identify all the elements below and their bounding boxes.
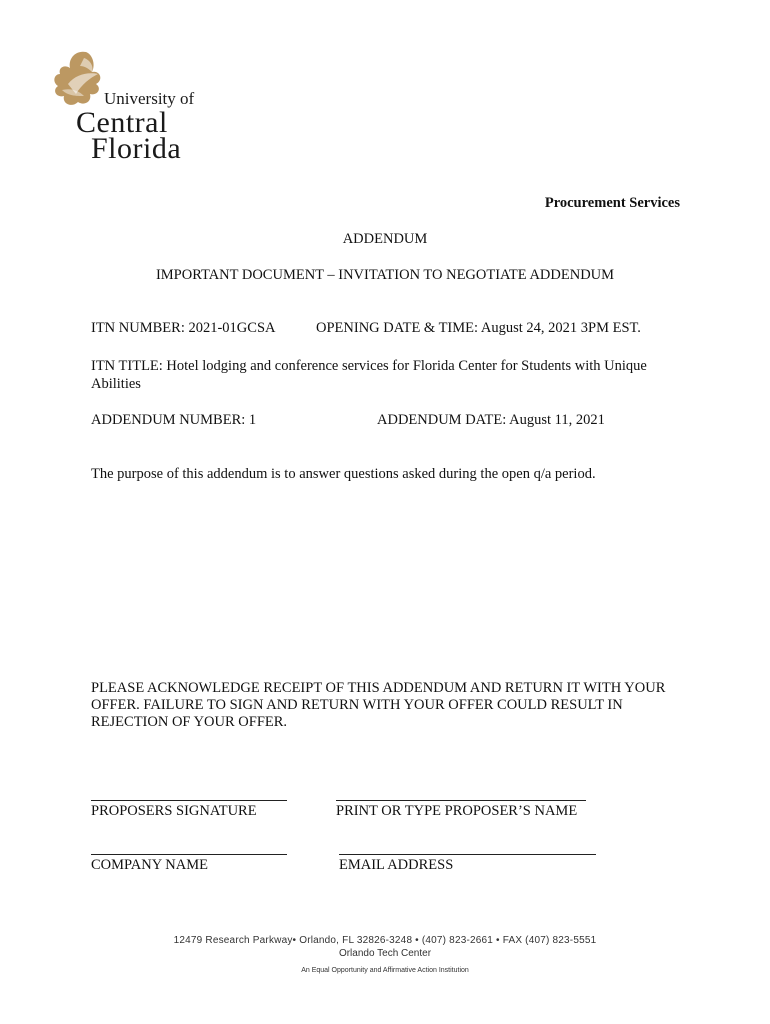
company-line[interactable] — [91, 854, 287, 855]
document-heading: ADDENDUM — [342, 231, 428, 247]
purpose-statement: The purpose of this addendum is to answer questions asked during the open q/a period. — [91, 466, 596, 482]
email-line[interactable] — [339, 854, 596, 855]
department-name: Procurement Services — [544, 195, 680, 211]
addendum-date: ADDENDUM DATE: August 11, 2021 — [377, 412, 605, 428]
signature-line[interactable] — [91, 800, 287, 801]
logo-line-3: Florida — [91, 132, 182, 165]
print-name-line[interactable] — [336, 800, 586, 801]
email-label: EMAIL ADDRESS — [339, 857, 454, 873]
acknowledgement-notice: PLEASE ACKNOWLEDGE RECEIPT OF THIS ADDENDUM AND RETURN IT WITH YOUR OFFER. FAILURE TO SIGN AND RETURN WITH YOUR OFFER COULD RESULT IN REJECTION OF YOUR OFFER. — [91, 680, 666, 730]
itn-number: ITN NUMBER: 2021-01GCSA — [91, 320, 276, 336]
company-label: COMPANY NAME — [91, 857, 208, 873]
itn-title: ITN TITLE: Hotel lodging and conference services for Florida Center for Students with Unique Abilities — [91, 358, 647, 392]
footer-address: 12479 Research Parkway• Orlando, FL 32826-3248 • (407) 823-2661 • FAX (407) 823-5551 — [173, 935, 597, 946]
logo-line-1: University of — [104, 89, 195, 108]
footer-eeo: An Equal Opportunity and Affirmative Action Institution — [301, 967, 469, 974]
logo-line-2: Central — [76, 106, 168, 139]
opening-date: OPENING DATE & TIME: August 24, 2021 3PM EST. — [316, 320, 641, 336]
footer-center: Orlando Tech Center — [338, 948, 432, 959]
document-subheading: IMPORTANT DOCUMENT – INVITATION TO NEGOTIATE ADDENDUM — [155, 267, 615, 283]
ucf-logo — [46, 44, 226, 164]
print-name-label: PRINT OR TYPE PROPOSER’S NAME — [336, 803, 578, 819]
addendum-number: ADDENDUM NUMBER: 1 — [91, 412, 257, 428]
signature-label: PROPOSERS SIGNATURE — [91, 803, 257, 819]
